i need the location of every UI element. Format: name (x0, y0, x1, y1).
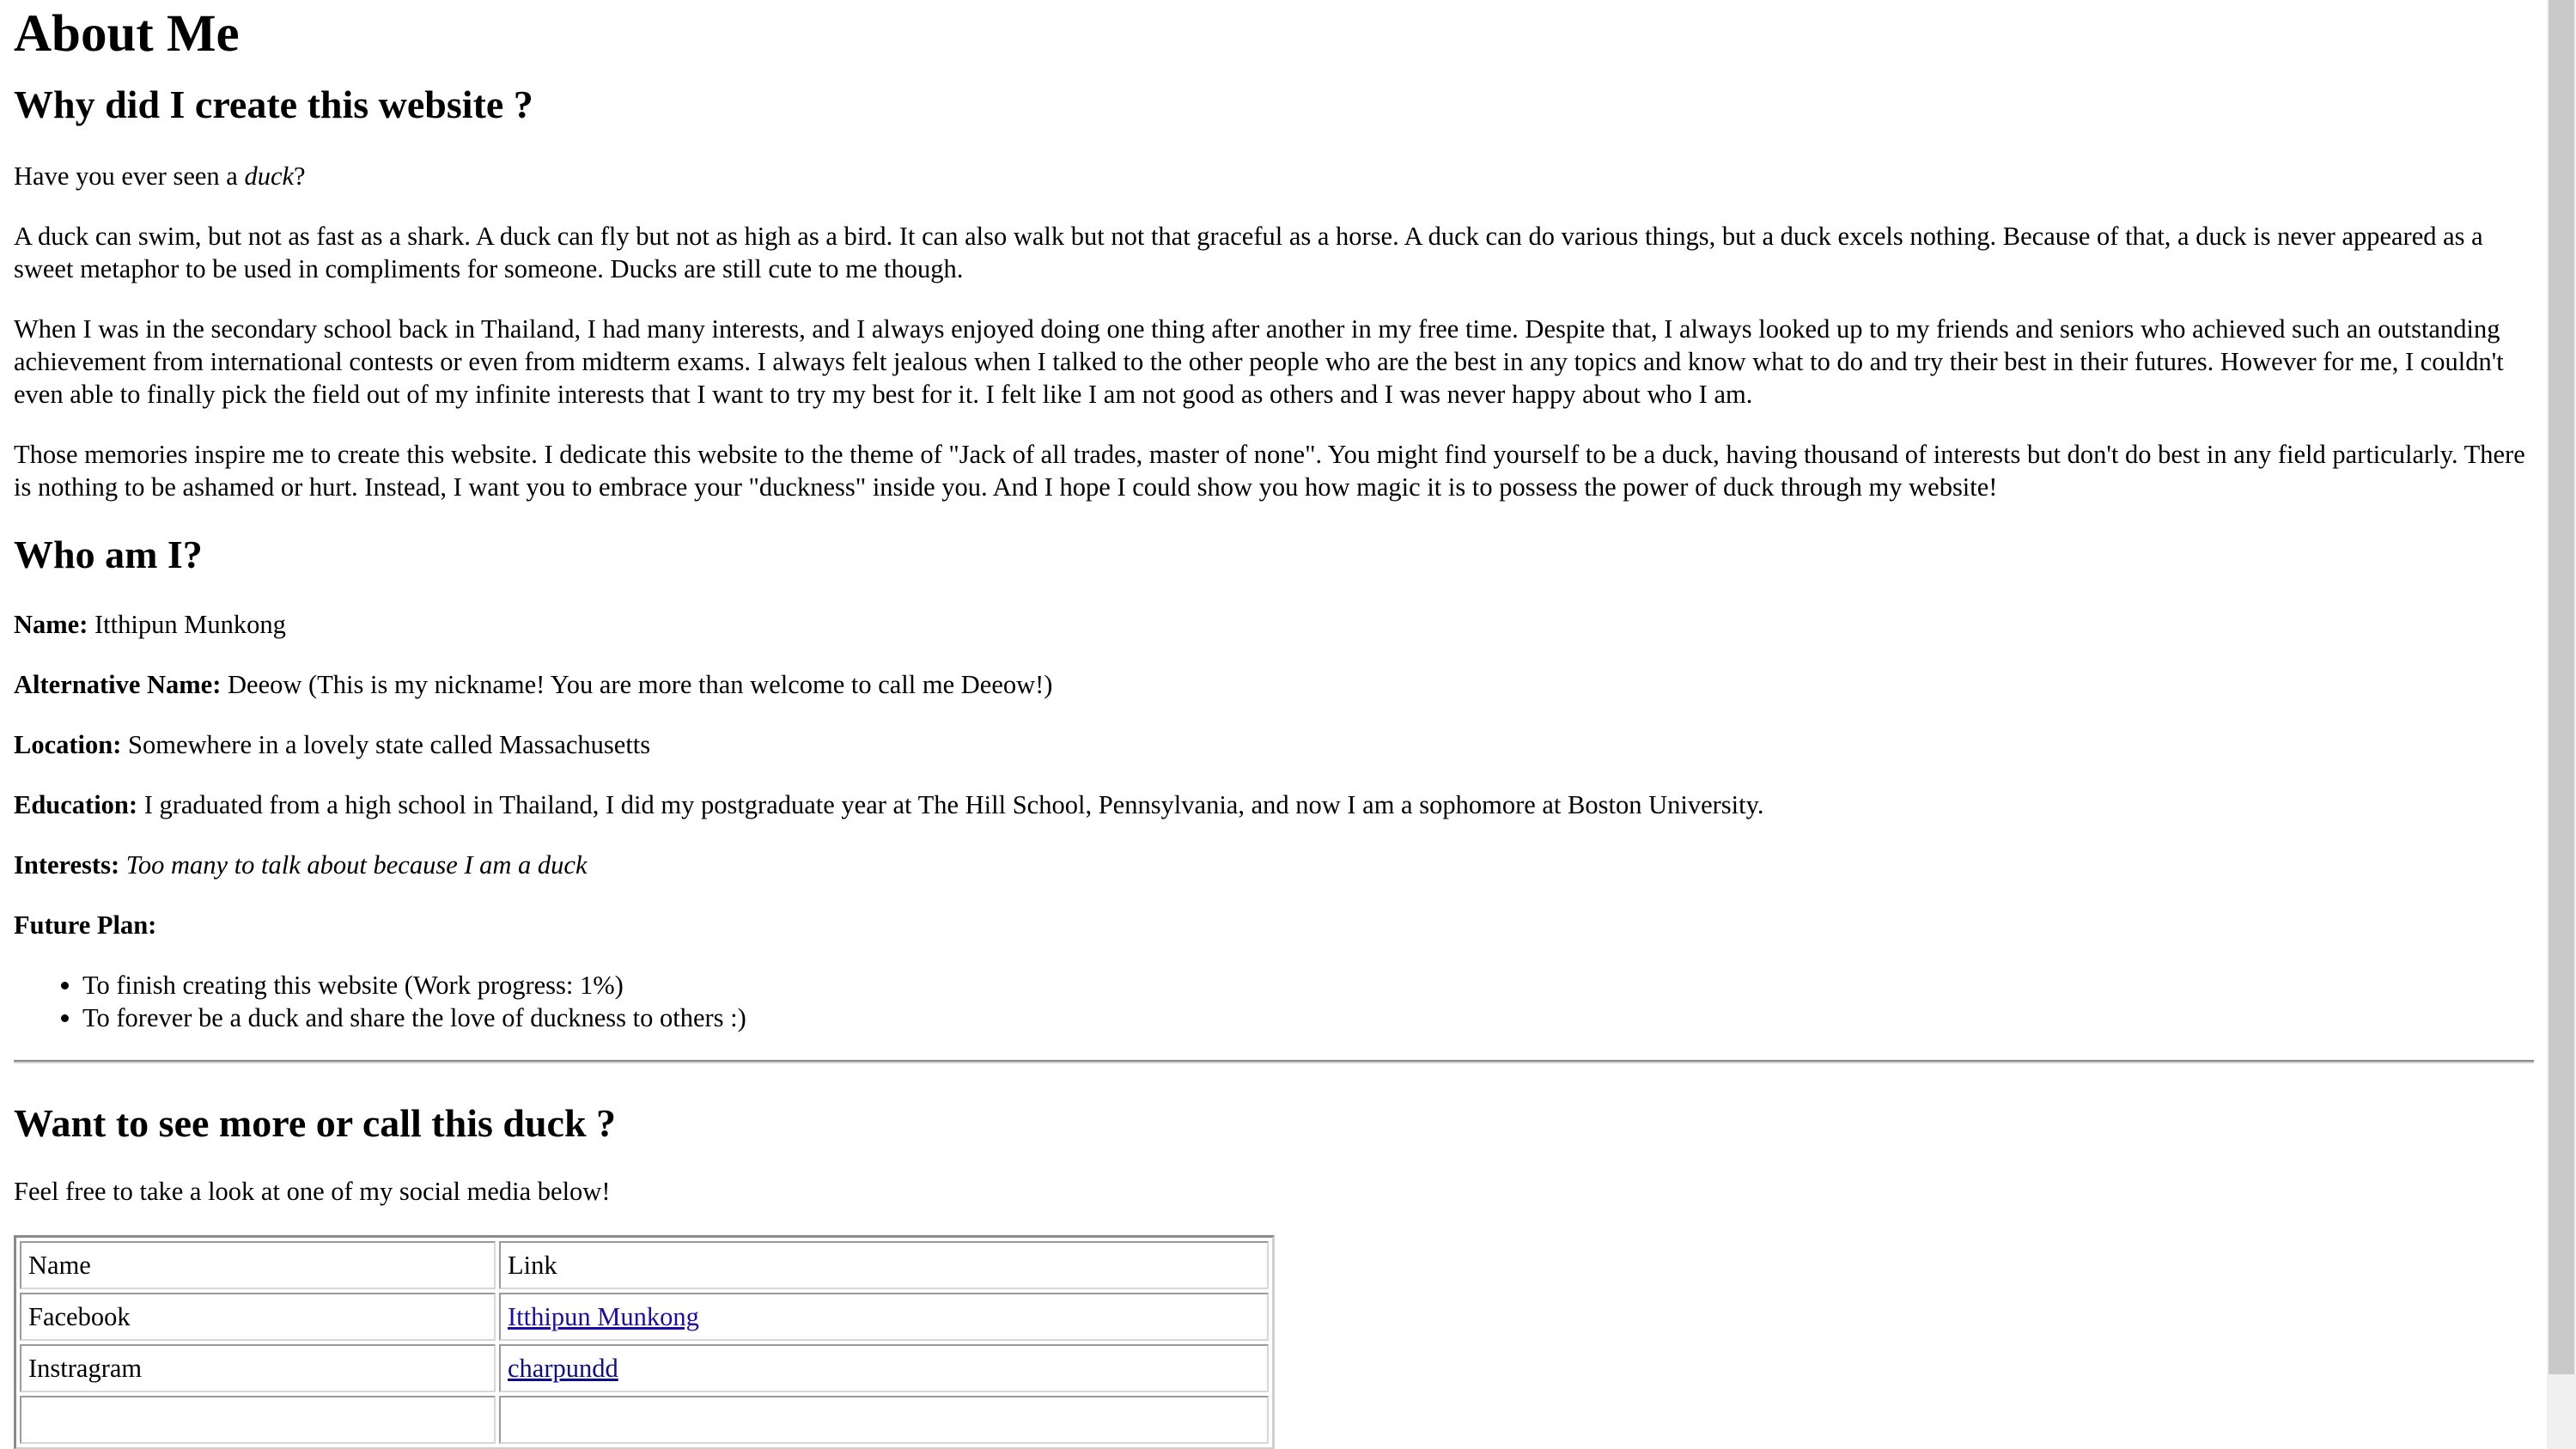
table-header-link: Link (499, 1241, 1269, 1289)
seen-duck-question (14, 160, 2535, 192)
table-row (20, 1344, 1269, 1392)
list-item: • To finish creating this website (Work progress: 1%) (82, 969, 2535, 1002)
table-header-name: Name (20, 1241, 496, 1289)
social-name-cell (20, 1396, 496, 1444)
name-label: Name: (14, 610, 88, 639)
page-title: About Me (14, 5, 240, 63)
interests-row (14, 849, 2535, 881)
location-label: Location: (14, 730, 122, 759)
table-row (20, 1293, 1269, 1341)
future-plan-row (14, 909, 2535, 941)
social-link-cell (499, 1396, 1269, 1444)
who-heading: Who am I? (14, 533, 203, 576)
scrollbar-thumb[interactable] (2549, 0, 2574, 1374)
seen-suffix: ? (294, 161, 306, 191)
location-row (14, 728, 2535, 761)
page-content (14, 0, 2535, 1449)
facebook-link[interactable]: Itthipun Munkong (508, 1302, 699, 1331)
section-divider (14, 1060, 2534, 1063)
location-value: Somewhere in a lovely state called Massachusetts (121, 730, 651, 759)
education-row (14, 788, 2535, 821)
school-paragraph: When I was in the secondary school back in Thailand, I had many interests, and I always enjoyed doing one thing after another in my free time. Despite that, I always looked up to my friends and seniors who achieved such an outstanding achievement from international contests or even from midterm exams. I always felt jealous when I talked to the other people who are the best in any topics and know what to do and try their best in their futures. However for me, I couldn't even able to finally pick the field out of my infinite interests that I want to try my best for it. I felt like I am not good as others and I was never happy about who I am. (14, 314, 2504, 409)
social-name-cell: Facebook (20, 1293, 496, 1341)
table-row (20, 1396, 1269, 1444)
education-value: I graduated from a high school in Thailand, I did my postgraduate year at The Hill School, Pennsylvania, and now I am a sophomore at Boston University. (137, 790, 1764, 819)
why-heading: Why did I create this website ? (14, 82, 533, 126)
duck-paragraph: A duck can swim, but not as fast as a shark. A duck can fly but not as high as a bird. It can also walk but not that graceful as a horse. A duck can do various things, but a duck excels nothing. Because of that, a duck is never appeared as a sweet metaphor to be used in compliments for someone. Ducks are still cute to me though. (14, 222, 2483, 283)
future-plan-list (14, 969, 2535, 1034)
social-media-table (14, 1235, 1275, 1449)
social-name-cell: Instragram (20, 1344, 496, 1392)
interests-value: Too many to talk about because I am a duck (125, 850, 588, 880)
social-link-cell (499, 1293, 1269, 1341)
table-header-row (20, 1241, 1269, 1289)
seen-duck-emphasis: duck (244, 161, 295, 191)
name-value: Itthipun Munkong (88, 610, 286, 639)
alternative-name-label: Alternative Name: (14, 670, 222, 699)
alternative-name-value: Deeow (This is my nickname! You are more than welcome to call me Deeow!) (221, 670, 1053, 699)
list-item: • To forever be a duck and share the love of duckness to others :) (82, 1002, 2535, 1034)
social-intro: Feel free to take a look at one of my social media below! (14, 1177, 611, 1206)
contact-heading: Want to see more or call this duck ? (14, 1101, 617, 1145)
memories-paragraph: Those memories inspire me to create this website. I dedicate this website to the theme of "Jack of all trades, master of none". You might find yourself to be a duck, having thousand of interests but don't do best in any field particularly. There is nothing to be ashamed or hurt. Instead, I want you to embrace your "duckness" inside you. And I hope I could show you how magic it is to possess the power of duck through my website! (14, 440, 2525, 502)
future-plan-label: Future Plan: (14, 910, 157, 940)
instagram-link[interactable]: charpundd (508, 1354, 618, 1383)
interests-label: Interests: (14, 850, 120, 880)
seen-prefix: Have you ever seen a (14, 161, 245, 191)
social-link-cell (499, 1344, 1269, 1392)
alternative-name-row (14, 668, 2535, 701)
name-row (14, 608, 2535, 641)
education-label: Education: (14, 790, 138, 819)
